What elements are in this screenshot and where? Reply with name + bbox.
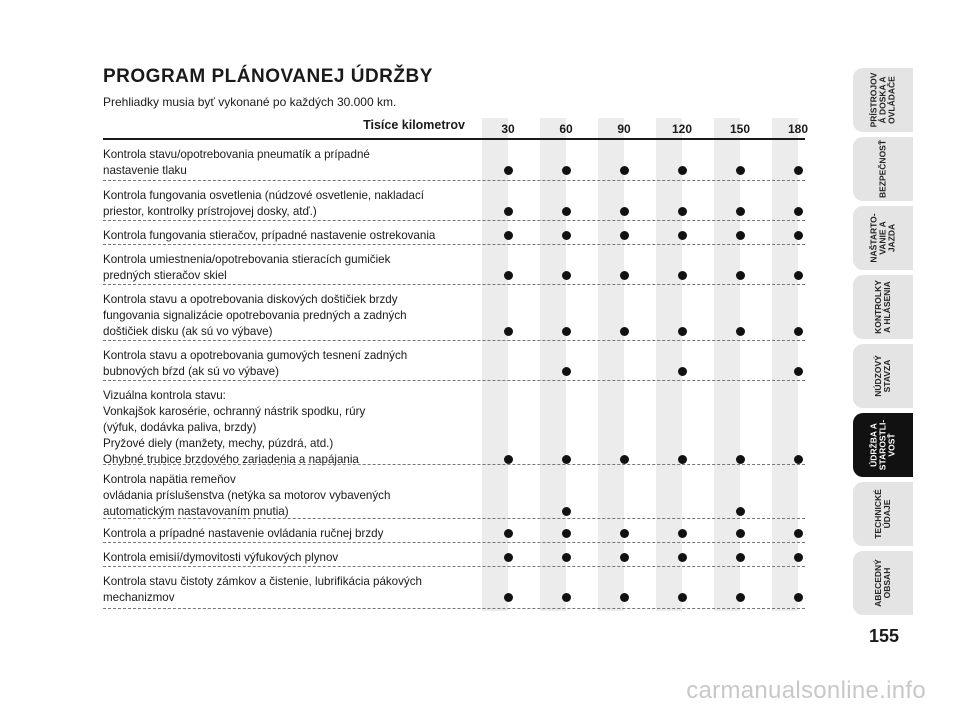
check-mark-60 xyxy=(562,271,571,280)
row-description: Kontrola fungovania stieračov, prípadné nastavenie ostrekovania xyxy=(103,229,436,242)
check-mark-120 xyxy=(678,327,687,336)
check-mark-30 xyxy=(504,553,513,562)
row-description: Kontrola stavu a opotrebovania diskových doštičiek brzdy fungovania signalizácie opotrebovania predných a zadných doštičiek disku (ak sú vo výbave) xyxy=(103,293,407,338)
check-mark-180 xyxy=(794,166,803,175)
check-mark-60 xyxy=(562,553,571,562)
row-description: Kontrola stavu/opotrebovania pneumatík a prípadné nastavenie tlaku xyxy=(103,148,370,177)
check-mark-60 xyxy=(562,231,571,240)
check-mark-90 xyxy=(620,231,629,240)
check-mark-90 xyxy=(620,455,629,464)
check-mark-60 xyxy=(562,207,571,216)
table-row xyxy=(103,140,805,181)
check-mark-120 xyxy=(678,529,687,538)
table-row xyxy=(103,221,805,245)
check-mark-120 xyxy=(678,367,687,376)
chapter-tab-label: NAŠTARTO- VANIE A JAZDA xyxy=(868,213,897,263)
chapter-tab-label: PRÍSTROJOV Á DOSKA A OVLÁDAČE xyxy=(868,72,897,128)
check-mark-60 xyxy=(562,367,571,376)
check-mark-60 xyxy=(562,327,571,336)
page-subtitle: Prehliadky musia byť vykonané po každých 30.000 km. xyxy=(103,95,397,109)
table-row xyxy=(103,567,805,609)
check-mark-30 xyxy=(504,166,513,175)
check-mark-90 xyxy=(620,529,629,538)
check-mark-120 xyxy=(678,553,687,562)
row-description: Kontrola emisií/dymovitosti výfukových plynov xyxy=(103,551,339,564)
check-mark-120 xyxy=(678,207,687,216)
check-mark-120 xyxy=(678,231,687,240)
km-column-120: 120 xyxy=(671,122,693,136)
chapter-tab[interactable] xyxy=(853,482,913,546)
check-mark-30 xyxy=(504,593,513,602)
check-mark-180 xyxy=(794,207,803,216)
check-mark-30 xyxy=(504,207,513,216)
chapter-tab-label: NÚDZOVÝ STAVZA xyxy=(873,355,892,397)
row-description: Kontrola stavu čistoty zámkov a čistenie, lubrifikácia pákových mechanizmov xyxy=(103,575,422,604)
check-mark-120 xyxy=(678,593,687,602)
check-mark-90 xyxy=(620,327,629,336)
check-mark-150 xyxy=(736,455,745,464)
km-column-180: 180 xyxy=(787,122,809,136)
check-mark-180 xyxy=(794,327,803,336)
chapter-tab[interactable] xyxy=(853,275,913,339)
check-mark-150 xyxy=(736,507,745,516)
row-description: Kontrola a prípadné nastavenie ovládania ručnej brzdy xyxy=(103,527,384,540)
row-description: Kontrola umiestnenia/opotrebovania stieracích gumičiek predných stieračov skiel xyxy=(103,253,391,282)
km-column-150: 150 xyxy=(729,122,751,136)
km-column-90: 90 xyxy=(617,122,631,136)
check-mark-120 xyxy=(678,166,687,175)
check-mark-150 xyxy=(736,231,745,240)
check-mark-60 xyxy=(562,529,571,538)
check-mark-90 xyxy=(620,593,629,602)
row-description: Kontrola napätia remeňov ovládania príslušenstva (netýka sa motorov vybavených automatickým nastavovaním pnutia) xyxy=(103,473,391,518)
chapter-tab[interactable] xyxy=(853,344,913,408)
check-mark-30 xyxy=(504,455,513,464)
check-mark-90 xyxy=(620,271,629,280)
check-mark-180 xyxy=(794,367,803,376)
check-mark-30 xyxy=(504,231,513,240)
check-mark-150 xyxy=(736,593,745,602)
table-row xyxy=(103,465,805,519)
page-number: 155 xyxy=(868,626,900,646)
chapter-tab-label: ÚDRŽBA A STAROSTLI- VOSŤ xyxy=(868,419,897,471)
check-mark-60 xyxy=(562,507,571,516)
check-mark-120 xyxy=(678,455,687,464)
chapter-tab-label: KONTROLKY A HLÁSENIA xyxy=(873,280,892,334)
table-row xyxy=(103,341,805,381)
table-row xyxy=(103,381,805,465)
check-mark-150 xyxy=(736,327,745,336)
table-row xyxy=(103,181,805,221)
check-mark-60 xyxy=(562,455,571,464)
km-column-30: 30 xyxy=(501,122,515,136)
check-mark-60 xyxy=(562,166,571,175)
chapter-tab[interactable] xyxy=(853,68,913,132)
chapter-tab[interactable] xyxy=(853,137,913,201)
chapter-tab[interactable] xyxy=(853,551,913,615)
check-mark-180 xyxy=(794,455,803,464)
check-mark-30 xyxy=(504,529,513,538)
chapter-tab-label: ABECEDNÝ OBSAH xyxy=(873,559,892,607)
table-row xyxy=(103,245,805,285)
check-mark-180 xyxy=(794,529,803,538)
row-description: Vizuálna kontrola stavu: Vonkajšok karosérie, ochranný nástrik spodku, rúry (výfuk, dodávka paliva, brzdy) Pryžové diely (manžety, mechy, púzdrá, atd.) Ohybné trubice brzdového zariadenia a napájania xyxy=(103,389,366,466)
table-row xyxy=(103,285,805,341)
watermark: carmanualsonline.info xyxy=(686,677,926,704)
check-mark-150 xyxy=(736,529,745,538)
check-mark-150 xyxy=(736,553,745,562)
check-mark-180 xyxy=(794,231,803,240)
chapter-tab[interactable] xyxy=(853,206,913,270)
table-row xyxy=(103,519,805,543)
chapter-tab-label: TECHNICKÉ ÚDAJE xyxy=(873,489,892,539)
check-mark-150 xyxy=(736,207,745,216)
check-mark-90 xyxy=(620,166,629,175)
check-mark-180 xyxy=(794,593,803,602)
check-mark-150 xyxy=(736,271,745,280)
check-mark-90 xyxy=(620,553,629,562)
check-mark-180 xyxy=(794,553,803,562)
check-mark-60 xyxy=(562,593,571,602)
page-title: PROGRAM PLÁNOVANEJ ÚDRŽBY xyxy=(103,66,433,87)
check-mark-30 xyxy=(504,327,513,336)
check-mark-30 xyxy=(504,271,513,280)
row-description: Kontrola fungovania osvetlenia (núdzové osvetlenie, nakladací priestor, kontrolky prístrojovej dosky, atď.) xyxy=(103,189,424,218)
km-header-label: Tisíce kilometrov xyxy=(363,118,465,132)
chapter-tab[interactable] xyxy=(853,413,913,477)
chapter-tab-label: BEZPEČNOSŤ xyxy=(877,139,888,199)
check-mark-180 xyxy=(794,271,803,280)
row-separator xyxy=(103,608,805,609)
row-description: Kontrola stavu a opotrebovania gumových tesnení zadných bubnových bŕzd (ak sú vo výbave) xyxy=(103,349,408,378)
check-mark-90 xyxy=(620,207,629,216)
check-mark-150 xyxy=(736,166,745,175)
km-column-60: 60 xyxy=(559,122,573,136)
table-row xyxy=(103,543,805,567)
check-mark-120 xyxy=(678,271,687,280)
